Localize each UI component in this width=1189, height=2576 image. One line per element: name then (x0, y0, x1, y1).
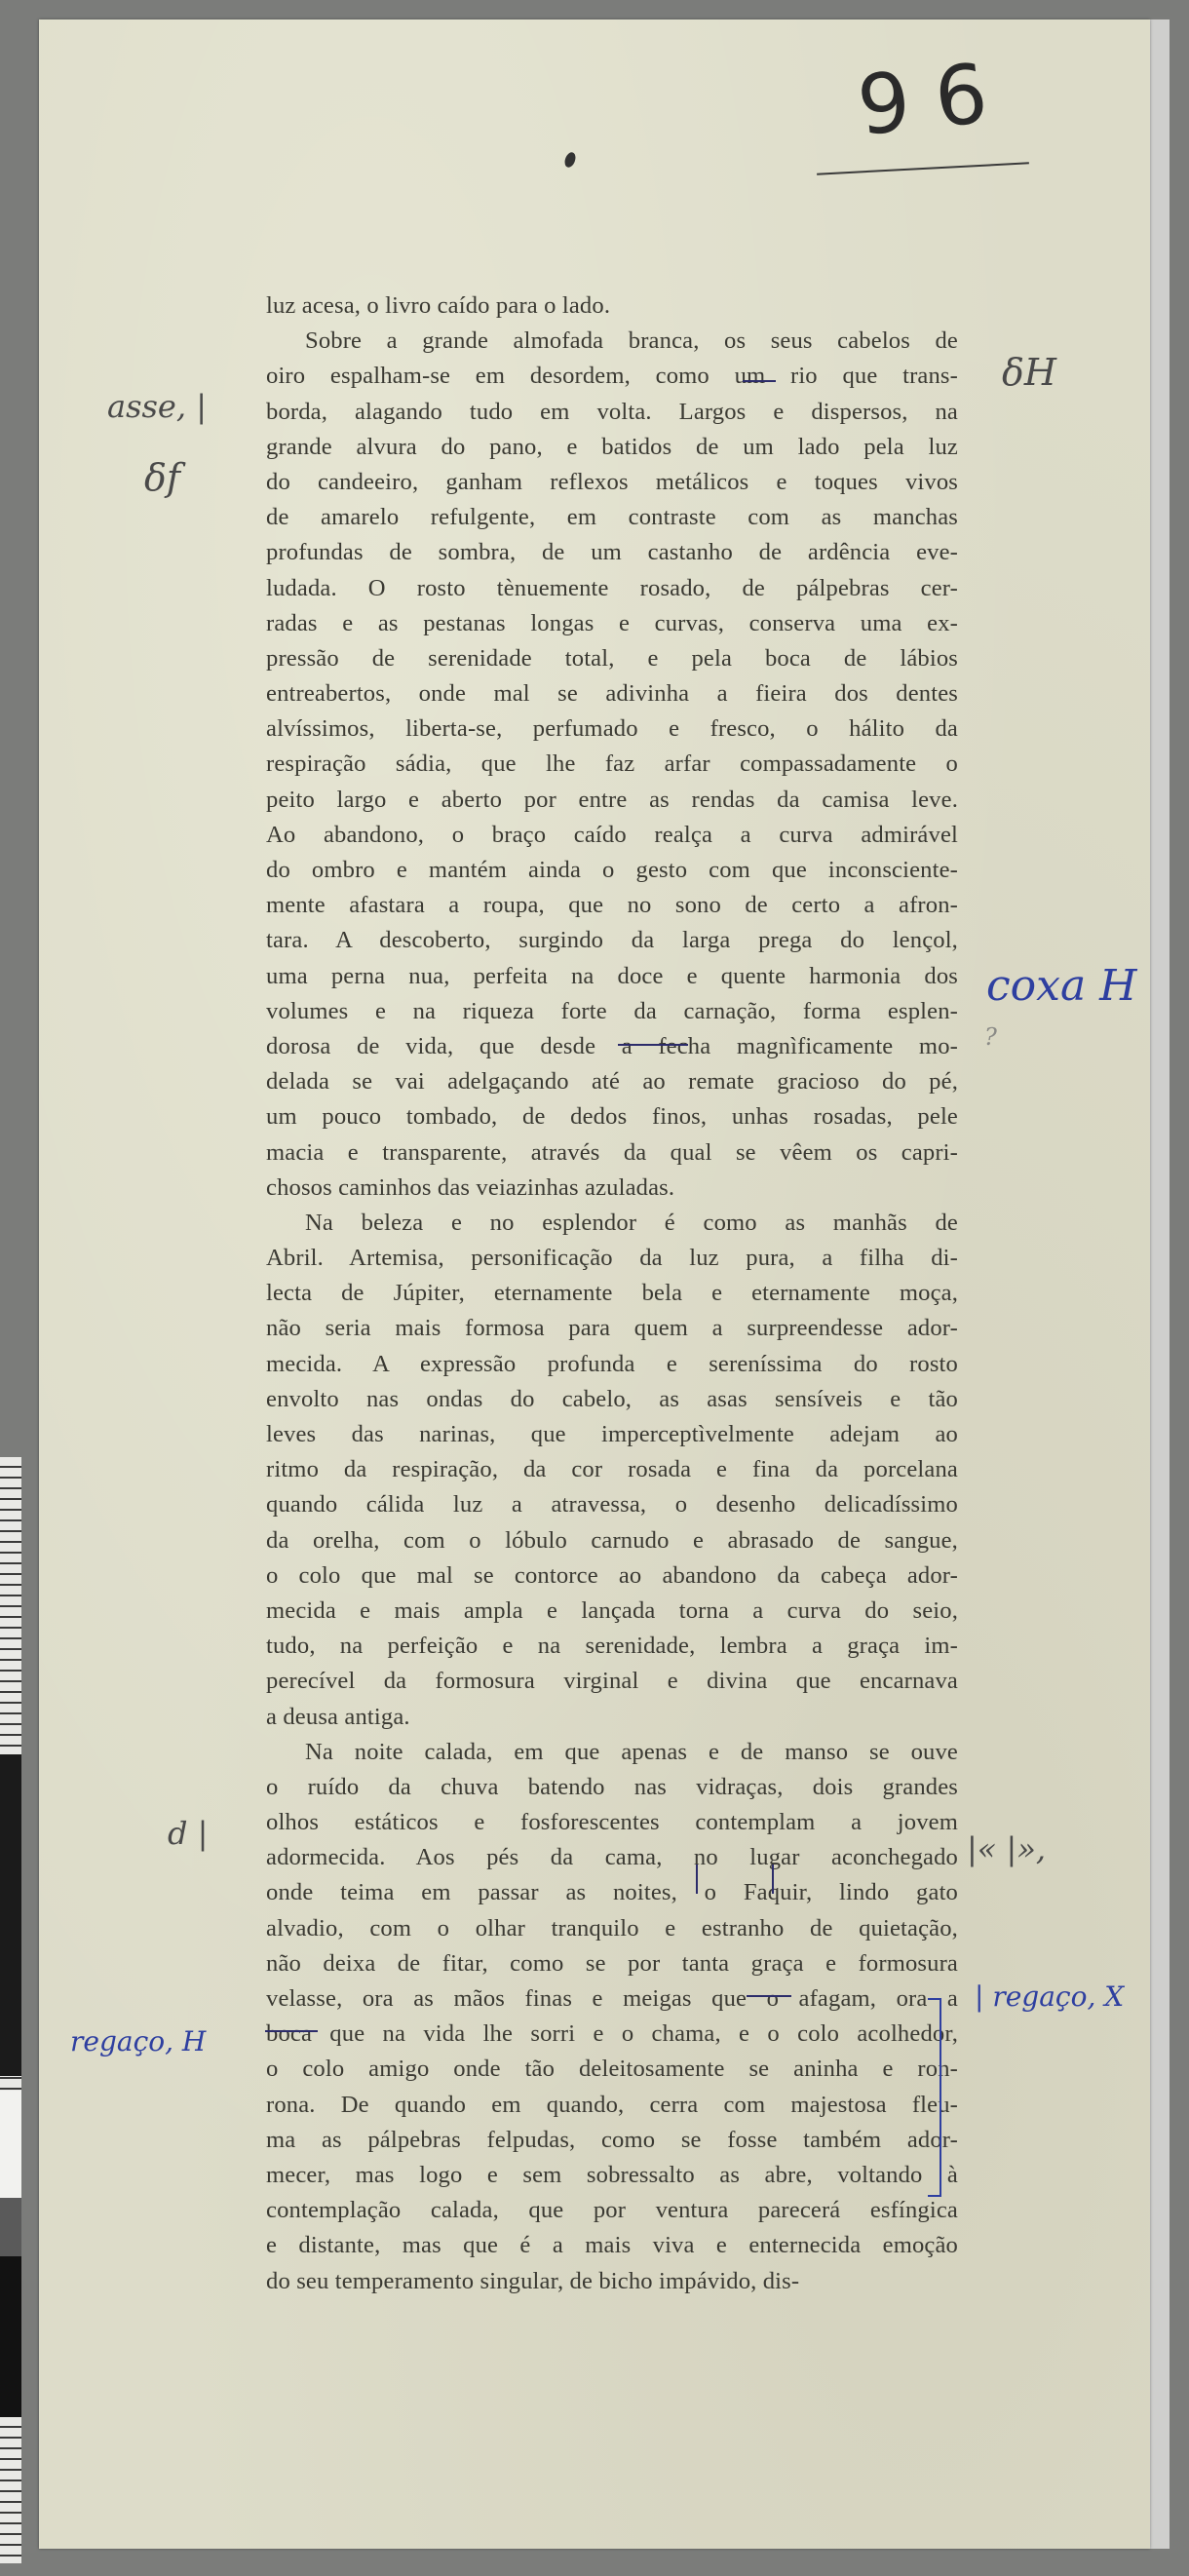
margin-query: ? (984, 1023, 997, 1051)
text-line: Ao abandono, o braço caído realça a curva admirável (266, 821, 958, 848)
text-line: ritmo da respiração, da cor rosada e fina da porcelana (266, 1456, 958, 1483)
text-line: da orelha, com o lóbulo carnudo e abrasado de sangue, (266, 1526, 958, 1554)
text-line: uma perna nua, perfeita na doce e quente harmonia dos (266, 962, 958, 989)
text-line: o colo amigo onde tão deleitosamente se aninha e ron- (266, 2056, 958, 2083)
text-line: olhos estáticos e fosforescentes contemplam a jovem (266, 1809, 958, 1836)
text-line: mecida e mais ampla e lançada torna a curva do seio, (266, 1596, 958, 1624)
text-line: do seu temperamento singular, de bicho impávido, dis- (266, 2267, 800, 2294)
margin-bracket (928, 1998, 941, 2197)
text-line: leves das narinas, que imperceptìvelmente adejam ao (266, 1421, 958, 1447)
text-line: pressão de serenidade total, e pela boca de lábios (266, 644, 958, 672)
text-line: volumes e na riqueza forte da carnação, forma esplen- (266, 997, 958, 1024)
proof-mark-left: δf (144, 456, 180, 499)
text-line: não deixa de fitar, como se por tanta graça e formosura (266, 1949, 958, 1977)
text-line: delada se vai adelgaçando até ao remate gracioso do pé, (266, 1068, 958, 1096)
margin-note-d: d | (168, 1815, 209, 1852)
text-line: velasse, ora as mãos finas e meigas que o afagam, ora a (266, 1985, 958, 2012)
text-line: contemplação calada, que por ventura parecerá esfíngica (266, 2197, 958, 2224)
text-line: profundas de sombra, de um castanho de ardência eve- (266, 539, 958, 566)
text-line: mecida. A expressão profunda e sereníssima do rosto (266, 1350, 958, 1377)
insertion-mark (772, 1865, 774, 1894)
body-text (266, 288, 958, 2299)
text-line: chosos caminhos das veiazinhas azuladas. (266, 1173, 675, 1201)
text-line: tudo, na perfeição e na serenidade, lembra a graça im- (266, 1633, 958, 1660)
text-line: um pouco tombado, de dedos finos, unhas rosadas, pele (266, 1103, 958, 1131)
text-line: não seria mais formosa para quem a surpreendesse ador- (266, 1315, 958, 1342)
text-line: o ruído da chuva batendo nas vidraças, dois grandes (266, 1773, 958, 1800)
text-line: perecível da formosura virginal e divina que encarnava (266, 1668, 958, 1695)
margin-note-asse: asse, | (107, 388, 207, 425)
text-line: quando cálida luz a atravessa, o desenho delicadíssimo (266, 1491, 958, 1519)
text-line: mente afastara a roupa, que no sono de certo a afron- (266, 892, 958, 919)
text-line: alvíssimos, liberta-se, perfumado e fresco, o hálito da (266, 715, 958, 743)
scale-ruler (0, 2417, 21, 2563)
margin-note-coxa: coxa H (986, 961, 1137, 1011)
proof-mark-right: δH (1002, 351, 1057, 394)
text-line: macia e transparente, através da qual se vêem os capri- (266, 1138, 958, 1166)
text-line: borda, alagando tudo em volta. Largos e dispersos, na (266, 398, 958, 425)
text-line: do ombro e mantém ainda o gesto com que inconsciente- (266, 857, 958, 883)
text-line: ma as pálpebras felpudas, como se fosse também ador- (266, 2126, 958, 2153)
text-line: oiro espalham-se em desordem, como um rio que trans- (266, 363, 958, 390)
text-line: ludada. O rosto tènuemente rosado, de pálpebras cer- (266, 574, 958, 601)
text-line: Na noite calada, em que apenas e de manso se ouve (305, 1738, 958, 1765)
insertion-mark (696, 1865, 698, 1894)
margin-note-regaco-left: regaço, H (70, 2025, 207, 2057)
text-line: Na beleza e no esplendor é como as manhãs de (305, 1209, 958, 1236)
text-line: grande alvura do pano, e batidos de um lado pela luz (266, 433, 958, 460)
color-scale-black (0, 1754, 21, 2076)
text-line: adormecida. Aos pés da cama, no lugar aconchegado (266, 1844, 958, 1871)
color-scale-white (0, 2091, 21, 2198)
margin-note-regaco-right: | regaço, X (975, 1980, 1125, 2013)
text-line: tara. A descoberto, surgindo da larga prega do lençol, (266, 927, 958, 954)
text-line: luz acesa, o livro caído para o lado. (266, 292, 611, 319)
text-line: e distante, mas que é a mais viva e enternecida emoção (266, 2232, 958, 2259)
text-line: de amarelo refulgente, em contraste com as manchas (266, 504, 958, 531)
text-line: o colo que mal se contorce ao abandono da cabeça ador- (266, 1561, 958, 1589)
text-line: entreabertos, onde mal se adivinha a fieira dos dentes (266, 680, 958, 708)
text-line: Abril. Artemisa, personificação da luz pura, a filha di- (266, 1245, 958, 1272)
margin-note-quotes: |« |», (967, 1830, 1047, 1867)
text-line: respiração sádia, que lhe faz arfar compassadamente o (266, 750, 958, 778)
strikethrough-mark (743, 380, 776, 382)
strikethrough-mark (747, 1995, 791, 1997)
text-line: rona. De quando em quando, cerra com majestosa fleu- (266, 2091, 958, 2118)
text-line: radas e as pestanas longas e curvas, conserva uma ex- (266, 609, 958, 636)
strikethrough-mark (265, 2030, 318, 2032)
page-number: 96 (853, 42, 1017, 155)
text-line: alvadio, com o olhar tranquilo e estranho de quietação, (266, 1914, 958, 1942)
text-line: dorosa de vida, que desde a fecha magnìficamente mo- (266, 1032, 958, 1059)
strikethrough-mark (618, 1044, 688, 1046)
text-line: envolto nas ondas do cabelo, as asas sensíveis e tão (266, 1385, 958, 1412)
color-scale-grey (0, 2198, 21, 2256)
text-line: Sobre a grande almofada branca, os seus cabelos de (305, 327, 958, 355)
text-line: boca que na vida lhe sorri e o chama, e o colo acolhedor, (266, 2020, 958, 2048)
text-line: onde teima em passar as noites, o Faquir, lindo gato (266, 1879, 958, 1906)
text-line: a deusa antiga. (266, 1703, 410, 1730)
text-line: do candeeiro, ganham reflexos metálicos e toques vivos (266, 468, 958, 495)
text-line: peito largo e aberto por entre as rendas da camisa leve. (266, 786, 958, 813)
text-line: lecta de Júpiter, eternamente bela e eternamente moça, (266, 1280, 958, 1307)
scan-edge (1150, 19, 1170, 2549)
text-line: mecer, mas logo e sem sobressalto as abre, voltando à (266, 2161, 958, 2188)
